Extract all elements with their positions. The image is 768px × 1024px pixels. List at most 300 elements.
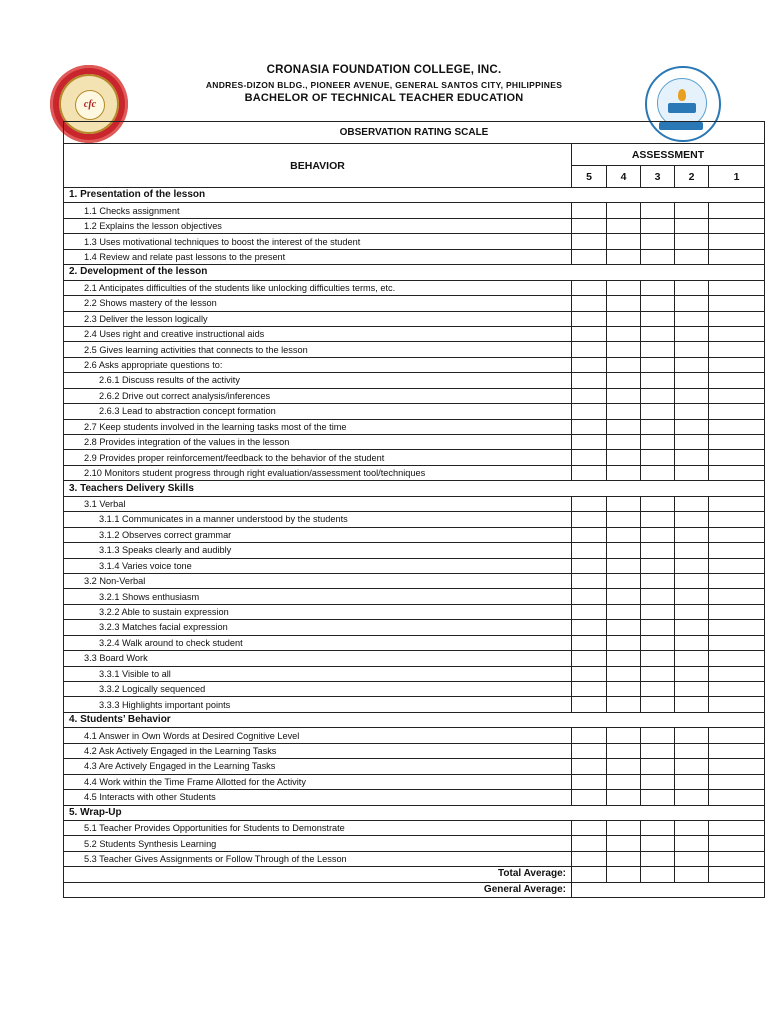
rating-cell-4[interactable]: [607, 543, 641, 558]
score-header-3: 3: [641, 166, 675, 188]
criterion-label: 2.5 Gives learning activities that connects to the lesson: [64, 342, 572, 357]
rating-cell-2[interactable]: [675, 388, 709, 403]
criterion-label: 2.6.2 Drive out correct analysis/inferences: [64, 388, 572, 403]
rating-cell-5[interactable]: [572, 728, 607, 743]
rating-cell-1[interactable]: [709, 296, 765, 311]
rating-cell-5[interactable]: [572, 820, 607, 835]
rating-cell-2[interactable]: [675, 342, 709, 357]
criterion-label: 3.3.1 Visible to all: [64, 666, 572, 681]
criterion-row: [64, 604, 765, 619]
rating-cell-3[interactable]: [641, 820, 675, 835]
rating-cell-1[interactable]: [709, 419, 765, 434]
rating-cell-5[interactable]: [572, 790, 607, 805]
rating-cell-1[interactable]: [709, 790, 765, 805]
criterion-row: [64, 682, 765, 697]
rating-cell-3[interactable]: [641, 620, 675, 635]
general-average-row: [64, 882, 765, 897]
criterion-row: [64, 419, 765, 434]
total-average-label: Total Average:: [64, 867, 572, 882]
rating-cell-5[interactable]: [572, 311, 607, 326]
rating-cell-2[interactable]: [675, 759, 709, 774]
criterion-label: 4.1 Answer in Own Words at Desired Cognitive Level: [64, 728, 572, 743]
section-title: 3. Teachers Delivery Skills: [64, 481, 765, 496]
rating-cell-5[interactable]: [572, 388, 607, 403]
rating-cell-4[interactable]: [607, 435, 641, 450]
criterion-row: [64, 728, 765, 743]
rating-cell-2[interactable]: [675, 234, 709, 249]
rating-cell-5[interactable]: [572, 357, 607, 372]
rating-cell-1[interactable]: [709, 543, 765, 558]
criterion-row: [64, 558, 765, 573]
rating-cell-4[interactable]: [607, 450, 641, 465]
rating-cell-5[interactable]: [572, 296, 607, 311]
rating-cell-1[interactable]: [709, 728, 765, 743]
rating-cell-2[interactable]: [675, 774, 709, 789]
rating-cell-2[interactable]: [675, 790, 709, 805]
rating-cell-2[interactable]: [675, 296, 709, 311]
rating-cell-3[interactable]: [641, 373, 675, 388]
criterion-row: [64, 820, 765, 835]
rating-cell-3[interactable]: [641, 743, 675, 758]
rating-cell-5[interactable]: [572, 620, 607, 635]
rating-cell-1[interactable]: [709, 836, 765, 851]
rating-cell-4[interactable]: [607, 728, 641, 743]
rating-cell-4[interactable]: [607, 635, 641, 650]
criterion-label: 2.7 Keep students involved in the learning tasks most of the time: [64, 419, 572, 434]
rating-cell-4[interactable]: [607, 496, 641, 511]
rating-cell-2[interactable]: [675, 435, 709, 450]
rating-cell-5[interactable]: [572, 589, 607, 604]
rating-cell-5[interactable]: [572, 635, 607, 650]
criterion-label: 3.1.2 Observes correct grammar: [64, 527, 572, 542]
criterion-row: [64, 326, 765, 341]
rating-cell-1[interactable]: [709, 218, 765, 233]
rating-cell-4[interactable]: [607, 558, 641, 573]
criterion-label: 2.10 Monitors student progress through right evaluation/assessment tool/techniques: [64, 465, 572, 480]
rating-cell-2[interactable]: [675, 697, 709, 712]
rating-cell-3[interactable]: [641, 527, 675, 542]
rating-cell-4[interactable]: [607, 512, 641, 527]
rating-cell-3[interactable]: [641, 388, 675, 403]
criterion-row: [64, 496, 765, 511]
rating-cell-1[interactable]: [709, 326, 765, 341]
rating-cell-5[interactable]: [572, 558, 607, 573]
rating-cell-5[interactable]: [572, 373, 607, 388]
criterion-label: 1.1 Checks assignment: [64, 203, 572, 218]
rating-cell-4[interactable]: [607, 620, 641, 635]
criterion-label: 5.3 Teacher Gives Assignments or Follow Through of the Lesson: [64, 851, 572, 866]
criterion-label: 1.3 Uses motivational techniques to boost the interest of the student: [64, 234, 572, 249]
rating-cell-1[interactable]: [709, 280, 765, 295]
rating-cell-4[interactable]: [607, 419, 641, 434]
criterion-row: [64, 651, 765, 666]
rating-cell-3[interactable]: [641, 635, 675, 650]
rating-cell-2[interactable]: [675, 573, 709, 588]
rating-cell-2[interactable]: [675, 851, 709, 866]
rating-cell-1[interactable]: [709, 666, 765, 681]
criterion-label: 3.3.2 Logically sequenced: [64, 682, 572, 697]
criterion-label: 3.2.4 Walk around to check student: [64, 635, 572, 650]
rating-cell-2[interactable]: [675, 496, 709, 511]
rating-cell-4[interactable]: [607, 743, 641, 758]
general-average-label: General Average:: [64, 882, 572, 897]
rating-cell-1[interactable]: [709, 682, 765, 697]
rating-cell-3[interactable]: [641, 728, 675, 743]
rating-cell-2[interactable]: [675, 419, 709, 434]
rating-cell-3[interactable]: [641, 573, 675, 588]
rating-cell-2[interactable]: [675, 357, 709, 372]
criterion-label: 3.1.3 Speaks clearly and audibly: [64, 543, 572, 558]
rating-cell-2[interactable]: [675, 527, 709, 542]
criterion-label: 2.9 Provides proper reinforcement/feedback to the behavior of the student: [64, 450, 572, 465]
criterion-row: [64, 465, 765, 480]
rating-cell-4[interactable]: [607, 388, 641, 403]
rating-cell-3[interactable]: [641, 651, 675, 666]
criterion-row: [64, 218, 765, 233]
rating-cell-4[interactable]: [607, 697, 641, 712]
general-average-value-cell[interactable]: [572, 882, 765, 897]
rating-cell-5[interactable]: [572, 666, 607, 681]
rating-cell-3[interactable]: [641, 311, 675, 326]
rating-cell-3[interactable]: [641, 697, 675, 712]
criterion-row: [64, 388, 765, 403]
rating-cell-1[interactable]: [709, 373, 765, 388]
rating-cell-3[interactable]: [641, 543, 675, 558]
rating-cell-5[interactable]: [572, 743, 607, 758]
program-name: BACHELOR OF TECHNICAL TEACHER EDUCATION: [244, 92, 524, 104]
rating-cell-2[interactable]: [675, 728, 709, 743]
rating-cell-5[interactable]: [572, 203, 607, 218]
rating-cell-4[interactable]: [607, 342, 641, 357]
criterion-label: 3.1 Verbal: [64, 496, 572, 511]
criterion-label: 3.3 Board Work: [64, 651, 572, 666]
criterion-label: 3.2 Non-Verbal: [64, 573, 572, 588]
college-address: ANDRES-DIZON BLDG., PIONEER AVENUE, GENERAL SANTOS CITY, PHILIPPINES: [205, 80, 563, 90]
score-header-4: 4: [607, 166, 641, 188]
rating-cell-1[interactable]: [709, 620, 765, 635]
rating-cell-3[interactable]: [641, 280, 675, 295]
rating-cell-4[interactable]: [607, 465, 641, 480]
rating-cell-4[interactable]: [607, 218, 641, 233]
rating-cell-3[interactable]: [641, 404, 675, 419]
rating-cell-1[interactable]: [709, 450, 765, 465]
rating-cell-3[interactable]: [641, 851, 675, 866]
score-header-2: 2: [675, 166, 709, 188]
rating-cell-5[interactable]: [572, 419, 607, 434]
rating-cell-4[interactable]: [607, 311, 641, 326]
criterion-label: 2.6.1 Discuss results of the activity: [64, 373, 572, 388]
rating-cell-1[interactable]: [709, 774, 765, 789]
rating-cell-1[interactable]: [709, 357, 765, 372]
rating-cell-5[interactable]: [572, 573, 607, 588]
rating-cell-3[interactable]: [641, 342, 675, 357]
rating-cell-3[interactable]: [641, 234, 675, 249]
total-average-cell-3[interactable]: [641, 867, 675, 882]
rating-cell-4[interactable]: [607, 790, 641, 805]
table-title: OBSERVATION RATING SCALE: [64, 122, 765, 144]
criterion-label: 1.2 Explains the lesson objectives: [64, 218, 572, 233]
table-title-row: [64, 122, 765, 144]
criterion-label: 3.3.3 Highlights important points: [64, 697, 572, 712]
criterion-label: 3.1.1 Communicates in a manner understood by the students: [64, 512, 572, 527]
criterion-row: [64, 790, 765, 805]
section-row: [64, 805, 765, 820]
criterion-label: 4.2 Ask Actively Engaged in the Learning Tasks: [64, 743, 572, 758]
criterion-label: 3.1.4 Varies voice tone: [64, 558, 572, 573]
rating-cell-3[interactable]: [641, 604, 675, 619]
rating-scale-table-wrapper: [63, 121, 764, 898]
rating-cell-3[interactable]: [641, 589, 675, 604]
section-row: [64, 188, 765, 203]
rating-cell-2[interactable]: [675, 543, 709, 558]
criterion-row: [64, 573, 765, 588]
criterion-label: 3.2.1 Shows enthusiasm: [64, 589, 572, 604]
rating-cell-4[interactable]: [607, 404, 641, 419]
rating-cell-2[interactable]: [675, 450, 709, 465]
rating-cell-2[interactable]: [675, 249, 709, 264]
rating-cell-5[interactable]: [572, 527, 607, 542]
rating-cell-3[interactable]: [641, 496, 675, 511]
rating-cell-5[interactable]: [572, 218, 607, 233]
rating-cell-1[interactable]: [709, 388, 765, 403]
criterion-label: 2.4 Uses right and creative instructional aids: [64, 326, 572, 341]
rating-cell-2[interactable]: [675, 836, 709, 851]
rating-cell-1[interactable]: [709, 249, 765, 264]
rating-cell-5[interactable]: [572, 342, 607, 357]
criterion-label: 5.1 Teacher Provides Opportunities for Students to Demonstrate: [64, 820, 572, 835]
rating-cell-2[interactable]: [675, 604, 709, 619]
rating-scale-table: [63, 121, 765, 898]
rating-cell-2[interactable]: [675, 682, 709, 697]
rating-cell-2[interactable]: [675, 666, 709, 681]
rating-cell-5[interactable]: [572, 404, 607, 419]
rating-cell-5[interactable]: [572, 512, 607, 527]
rating-cell-5[interactable]: [572, 604, 607, 619]
rating-cell-3[interactable]: [641, 682, 675, 697]
rating-cell-2[interactable]: [675, 373, 709, 388]
rating-cell-3[interactable]: [641, 203, 675, 218]
rating-cell-2[interactable]: [675, 512, 709, 527]
rating-cell-2[interactable]: [675, 820, 709, 835]
criterion-row: [64, 697, 765, 712]
rating-cell-1[interactable]: [709, 604, 765, 619]
rating-cell-5[interactable]: [572, 326, 607, 341]
total-average-cell-2[interactable]: [675, 867, 709, 882]
rating-cell-2[interactable]: [675, 635, 709, 650]
rating-cell-1[interactable]: [709, 527, 765, 542]
criterion-label: 2.8 Provides integration of the values in the lesson: [64, 435, 572, 450]
rating-cell-5[interactable]: [572, 651, 607, 666]
rating-cell-2[interactable]: [675, 743, 709, 758]
criterion-row: [64, 851, 765, 866]
rating-cell-2[interactable]: [675, 203, 709, 218]
rating-cell-4[interactable]: [607, 851, 641, 866]
rating-cell-4[interactable]: [607, 836, 641, 851]
rating-cell-1[interactable]: [709, 589, 765, 604]
rating-cell-5[interactable]: [572, 280, 607, 295]
rating-cell-1[interactable]: [709, 759, 765, 774]
rating-cell-3[interactable]: [641, 450, 675, 465]
rating-cell-1[interactable]: [709, 851, 765, 866]
criterion-label: 4.3 Are Actively Engaged in the Learning Tasks: [64, 759, 572, 774]
rating-cell-5[interactable]: [572, 851, 607, 866]
rating-cell-2[interactable]: [675, 311, 709, 326]
rating-cell-2[interactable]: [675, 558, 709, 573]
total-average-cell-1[interactable]: [709, 867, 765, 882]
rating-cell-1[interactable]: [709, 404, 765, 419]
rating-cell-4[interactable]: [607, 820, 641, 835]
criterion-row: [64, 342, 765, 357]
criterion-label: 5.2 Students Synthesis Learning: [64, 836, 572, 851]
rating-cell-5[interactable]: [572, 496, 607, 511]
criterion-label: 2.1 Anticipates difficulties of the students like unlocking difficulties terms, etc.: [64, 280, 572, 295]
section-row: [64, 265, 765, 280]
criterion-label: 2.6 Asks appropriate questions to:: [64, 357, 572, 372]
criterion-label: 2.3 Deliver the lesson logically: [64, 311, 572, 326]
criterion-label: 4.4 Work within the Time Frame Allotted for the Activity: [64, 774, 572, 789]
rating-cell-5[interactable]: [572, 465, 607, 480]
rating-cell-2[interactable]: [675, 218, 709, 233]
criterion-row: [64, 666, 765, 681]
rating-cell-2[interactable]: [675, 651, 709, 666]
section-title: 5. Wrap-Up: [64, 805, 765, 820]
rating-cell-3[interactable]: [641, 774, 675, 789]
rating-cell-4[interactable]: [607, 203, 641, 218]
rating-cell-4[interactable]: [607, 651, 641, 666]
rating-cell-2[interactable]: [675, 280, 709, 295]
seal-monogram: cfc: [75, 90, 105, 120]
rating-cell-1[interactable]: [709, 743, 765, 758]
rating-cell-4[interactable]: [607, 234, 641, 249]
rating-cell-4[interactable]: [607, 589, 641, 604]
criterion-row: [64, 203, 765, 218]
rating-cell-5[interactable]: [572, 682, 607, 697]
total-average-cell-5[interactable]: [572, 867, 607, 882]
rating-cell-5[interactable]: [572, 234, 607, 249]
rating-cell-4[interactable]: [607, 296, 641, 311]
document-header: [0, 0, 768, 120]
rating-cell-5[interactable]: [572, 543, 607, 558]
rating-cell-2[interactable]: [675, 465, 709, 480]
rating-cell-3[interactable]: [641, 558, 675, 573]
total-average-row: [64, 867, 765, 882]
rating-cell-3[interactable]: [641, 836, 675, 851]
criterion-row: [64, 589, 765, 604]
rating-cell-3[interactable]: [641, 326, 675, 341]
rating-cell-2[interactable]: [675, 589, 709, 604]
rating-cell-3[interactable]: [641, 512, 675, 527]
rating-cell-3[interactable]: [641, 790, 675, 805]
rating-cell-2[interactable]: [675, 326, 709, 341]
criterion-row: [64, 836, 765, 851]
open-book-icon: [668, 103, 696, 113]
rating-cell-4[interactable]: [607, 527, 641, 542]
section-title: 1. Presentation of the lesson: [64, 188, 765, 203]
rating-cell-1[interactable]: [709, 311, 765, 326]
rating-cell-4[interactable]: [607, 249, 641, 264]
header-row: [64, 144, 765, 166]
rating-cell-4[interactable]: [607, 326, 641, 341]
criterion-row: [64, 743, 765, 758]
rating-cell-4[interactable]: [607, 373, 641, 388]
rating-cell-3[interactable]: [641, 249, 675, 264]
rating-cell-1[interactable]: [709, 496, 765, 511]
score-header-5: 5: [572, 166, 607, 188]
rating-cell-1[interactable]: [709, 465, 765, 480]
rating-cell-4[interactable]: [607, 682, 641, 697]
rating-cell-5[interactable]: [572, 450, 607, 465]
rating-cell-1[interactable]: [709, 342, 765, 357]
rating-cell-1[interactable]: [709, 203, 765, 218]
total-average-cell-4[interactable]: [607, 867, 641, 882]
rating-cell-3[interactable]: [641, 666, 675, 681]
rating-cell-1[interactable]: [709, 234, 765, 249]
rating-cell-4[interactable]: [607, 280, 641, 295]
rating-cell-1[interactable]: [709, 558, 765, 573]
section-title: 4. Students’ Behavior: [64, 712, 765, 727]
rating-cell-4[interactable]: [607, 357, 641, 372]
rating-cell-4[interactable]: [607, 604, 641, 619]
rating-cell-3[interactable]: [641, 759, 675, 774]
rating-cell-3[interactable]: [641, 357, 675, 372]
behavior-header: BEHAVIOR: [64, 144, 572, 188]
criterion-row: [64, 512, 765, 527]
rating-cell-3[interactable]: [641, 296, 675, 311]
rating-cell-1[interactable]: [709, 651, 765, 666]
rating-cell-2[interactable]: [675, 620, 709, 635]
criterion-row: [64, 249, 765, 264]
rating-cell-1[interactable]: [709, 573, 765, 588]
rating-cell-4[interactable]: [607, 759, 641, 774]
rating-cell-1[interactable]: [709, 820, 765, 835]
section-row: [64, 712, 765, 727]
rating-cell-3[interactable]: [641, 465, 675, 480]
assessment-header: ASSESSMENT: [572, 144, 765, 166]
criterion-row: [64, 450, 765, 465]
rating-cell-3[interactable]: [641, 435, 675, 450]
rating-cell-4[interactable]: [607, 573, 641, 588]
rating-cell-5[interactable]: [572, 759, 607, 774]
criterion-label: 3.2.3 Matches facial expression: [64, 620, 572, 635]
criterion-row: [64, 527, 765, 542]
rating-cell-1[interactable]: [709, 512, 765, 527]
rating-cell-1[interactable]: [709, 435, 765, 450]
criterion-row: [64, 373, 765, 388]
criterion-label: 2.2 Shows mastery of the lesson: [64, 296, 572, 311]
criterion-label: 1.4 Review and relate past lessons to the present: [64, 249, 572, 264]
rating-cell-1[interactable]: [709, 697, 765, 712]
rating-cell-1[interactable]: [709, 635, 765, 650]
criterion-row: [64, 620, 765, 635]
criterion-row: [64, 543, 765, 558]
rating-cell-5[interactable]: [572, 697, 607, 712]
criterion-row: [64, 280, 765, 295]
rating-cell-5[interactable]: [572, 249, 607, 264]
criterion-label: 4.5 Interacts with other Students: [64, 790, 572, 805]
rating-cell-3[interactable]: [641, 218, 675, 233]
section-title: 2. Development of the lesson: [64, 265, 765, 280]
rating-cell-5[interactable]: [572, 836, 607, 851]
rating-cell-3[interactable]: [641, 419, 675, 434]
criterion-label: 2.6.3 Lead to abstraction concept formation: [64, 404, 572, 419]
criterion-row: [64, 311, 765, 326]
rating-cell-5[interactable]: [572, 435, 607, 450]
rating-cell-5[interactable]: [572, 774, 607, 789]
rating-cell-2[interactable]: [675, 404, 709, 419]
rating-cell-4[interactable]: [607, 666, 641, 681]
rating-cell-4[interactable]: [607, 774, 641, 789]
score-header-1: 1: [709, 166, 765, 188]
